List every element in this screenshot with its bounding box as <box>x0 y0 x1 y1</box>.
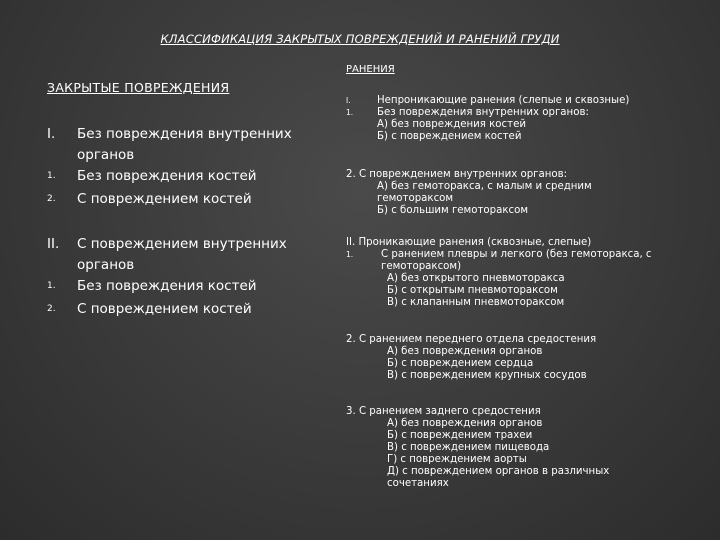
wounds-block-5-line-7: сочетаниях <box>387 478 449 489</box>
wounds-block-4-line-3: Б) с повреждением сердца <box>387 358 534 369</box>
closed-section-1-title-l2: органов <box>77 147 135 163</box>
closed-section-2-item-1 <box>47 276 317 297</box>
wounds-block-2-line-1: 2. С повреждением внутренних органов: <box>346 169 568 180</box>
closed-section-1-item-1-text: Без повреждения костей <box>77 168 257 184</box>
closed-section-1-item-1 <box>47 166 317 187</box>
closed-section-1-item-2-text: С повреждением костей <box>77 191 252 207</box>
wounds-block-3-line-5: Б) с открытым пневмотораксом <box>387 285 558 296</box>
closed-section-2-item-1-num: 1. <box>47 281 56 291</box>
closed-section-2-item-1-text: Без повреждения костей <box>77 278 257 294</box>
wounds-block-5-line-4: В) с повреждением пищевода <box>387 442 550 453</box>
closed-section-1-title-l1: Без повреждения внутренних <box>77 126 292 142</box>
closed-section-2-num: II. <box>47 236 60 252</box>
wounds-block-5-line-6: Д) с повреждением органов в различных <box>387 466 610 477</box>
wounds-block-1 <box>346 95 629 143</box>
wounds-block-5-line-2: А) без повреждения органов <box>387 418 543 429</box>
wounds-block-1-num-2: 1. <box>346 108 354 117</box>
wounds-block-2-line-4: Б) с большим гемотораксом <box>377 205 529 216</box>
wounds-block-4-line-4: В) с повреждением крупных сосудов <box>387 370 587 381</box>
wounds-block-1-num-1: I. <box>346 96 351 105</box>
wounds-block-4-line-1: 2. С ранением переднего отдела средостения <box>346 334 597 345</box>
wounds-block-1-line-2: Без повреждения внутренних органов: <box>377 107 589 118</box>
wounds-block-3-line-2: С ранением плевры и легкого (без гемоторакса, с <box>381 249 652 260</box>
closed-injuries-heading: ЗАКРЫТЫЕ ПОВРЕЖДЕНИЯ <box>47 80 230 95</box>
wounds-block-3 <box>346 237 652 309</box>
closed-section-1-item-2-num: 2. <box>47 194 56 204</box>
slide-title: КЛАССИФИКАЦИЯ ЗАКРЫТЫХ ПОВРЕЖДЕНИЙ И РАНЕНИЙ ГРУДИ <box>160 32 560 46</box>
wounds-block-5-line-3: Б) с повреждением трахеи <box>387 430 533 441</box>
wounds-block-2 <box>346 169 592 217</box>
closed-section-2-item-2-text: С повреждением костей <box>77 301 252 317</box>
closed-section-1 <box>47 124 317 166</box>
closed-section-2 <box>47 234 317 276</box>
closed-section-2-item-2 <box>47 299 317 320</box>
wounds-block-5 <box>346 406 609 490</box>
wounds-block-5-line-1: 3. С ранением заднего средостения <box>346 406 541 417</box>
wounds-block-1-line-3: А) без повреждения костей <box>377 119 526 130</box>
wounds-block-1-line-1: Непроникающие ранения (слепые и сквозные) <box>377 95 630 106</box>
closed-section-2-title-l2: органов <box>77 257 135 273</box>
wounds-block-2-line-3: гемотораксом <box>377 193 454 204</box>
wounds-block-3-num: 1. <box>346 250 354 259</box>
wounds-block-4 <box>346 334 596 382</box>
wounds-heading: РАНЕНИЯ <box>346 64 395 75</box>
wounds-block-4-line-2: А) без повреждения органов <box>387 346 543 357</box>
closed-section-2-title-l1: С повреждением внутренних <box>77 236 287 252</box>
closed-section-2-item-2-num: 2. <box>47 304 56 314</box>
wounds-block-3-line-4: А) без открытого пневмоторакса <box>387 273 565 284</box>
wounds-block-5-line-5: Г) с повреждением аорты <box>387 454 527 465</box>
closed-section-1-item-1-num: 1. <box>47 171 56 181</box>
closed-section-1-item-2 <box>47 189 317 210</box>
wounds-block-3-line-6: В) с клапанным пневмотораксом <box>387 297 565 308</box>
wounds-block-3-line-1: II. Проникающие ранения (сквозные, слепые) <box>346 237 592 248</box>
wounds-block-2-line-2: А) без гемоторакса, с малым и средним <box>377 181 592 192</box>
wounds-block-1-line-4: Б) с повреждением костей <box>377 131 522 142</box>
closed-section-1-num: I. <box>47 126 56 142</box>
wounds-block-3-line-3: гемотораксом) <box>381 261 462 272</box>
